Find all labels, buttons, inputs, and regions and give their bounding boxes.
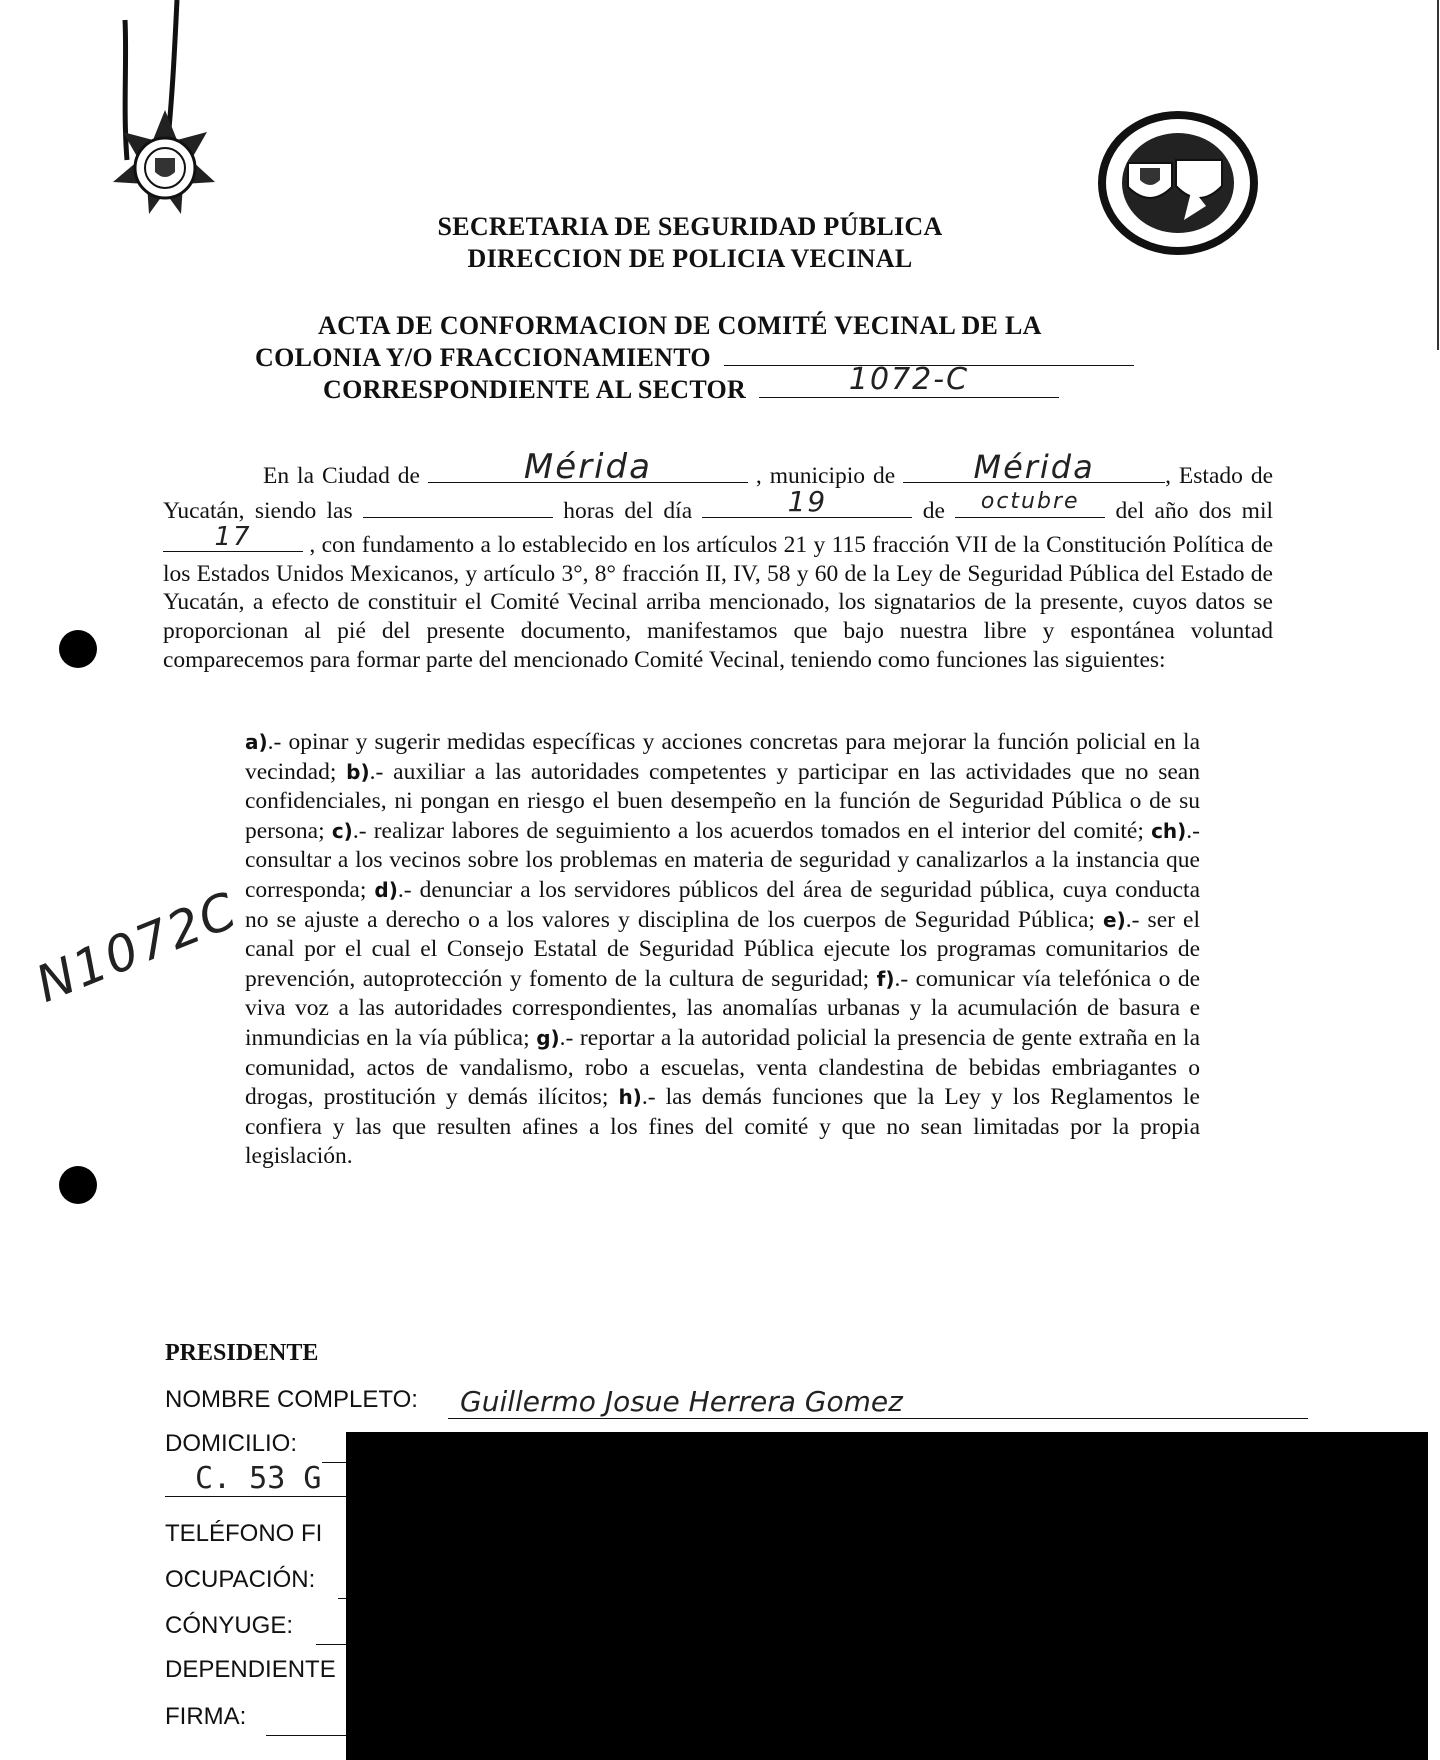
function-ch-label: ch) <box>1151 818 1187 843</box>
colonia-label: COLONIA Y/O FRACCIONAMIENTO <box>255 343 711 372</box>
intro-t5: horas del día <box>563 497 693 524</box>
function-e-text: .- ser el canal por el cual el Consejo Estatal de Seguridad Pública ejecute los programas comunitarios de prevención, autoprotección y fomento de la cultura de seguridad; <box>245 906 1200 992</box>
function-c-label: c) <box>331 818 353 843</box>
sector-label: CORRESPONDIENTE AL SECTOR <box>323 375 747 404</box>
occupation-label: OCUPACIÓN: <box>165 1566 316 1593</box>
function-b-text: .- auxiliar a las autoridades competentes y participar en las actividades que no sean confidenciales, ni pongan en riesgo el buen desempeño en la función de Seguridad Pública o de su persona; <box>245 758 1200 844</box>
mes-value: octubre <box>980 489 1080 514</box>
document-title-line1: ACTA DE CONFORMACION DE COMITÉ VECINAL DE LA <box>318 311 1042 340</box>
function-g-text: .- reportar a la autoridad policial la presencia de gente extraña en la comunidad, actos de vandalismo, robo a escuelas, venta clandestina de bebidas embriagantes o drogas, prostitución y demás ilícitos; <box>245 1024 1201 1111</box>
signature-label: FIRMA: <box>165 1703 247 1730</box>
sector-value: 1072-C <box>848 362 970 397</box>
function-d-label: d) <box>374 877 398 902</box>
mes-field <box>955 491 1105 518</box>
name-label: NOMBRE COMPLETO: <box>165 1386 418 1413</box>
ciudad-field <box>428 447 748 488</box>
function-f-label: f) <box>876 966 895 991</box>
address-label: DOMICILIO: <box>165 1430 298 1457</box>
intro-t4: Estado de Yucatán, siendo las <box>163 463 1274 524</box>
municipio-value: Mérida <box>973 448 1095 487</box>
phone-label: TELÉFONO FI <box>165 1520 323 1547</box>
function-ch-text: .- consultar a los vecinos sobre los problemas en materia de seguridad y canalizarlos a la instancia que corresponda; <box>245 817 1200 903</box>
name-field <box>448 1385 1308 1419</box>
anio-field <box>163 521 303 552</box>
function-b-label: b) <box>346 759 370 784</box>
intro-t2: , municipio de <box>755 463 896 489</box>
function-a-text: .- opinar y sugerir medidas específicas y acciones concretas para mejorar la función policial en la vecindad; <box>245 729 1200 785</box>
anio-value: 17 <box>214 521 252 552</box>
punch-hole-bottom <box>59 1166 97 1204</box>
dependents-label: DEPENDIENTE <box>165 1656 336 1683</box>
agency-name: SECRETARIA DE SEGURIDAD PÚBLICA <box>437 212 943 241</box>
page-edge <box>1437 0 1439 350</box>
spouse-label: CÓNYUGE: <box>165 1612 294 1639</box>
dia-field <box>702 485 912 518</box>
function-e-label: e) <box>1103 907 1126 932</box>
intro-t7: del año dos mil <box>1115 497 1274 524</box>
horas-field <box>363 491 553 518</box>
municipio-field <box>903 448 1165 487</box>
function-f-text: .- comunicar vía telefónica o de viva voz a las autoridades correspondientes, las anomalías urbanas y la acumulación de basura e inmundicias en la vía pública; <box>245 965 1200 1051</box>
document-title-line3 <box>323 362 1059 405</box>
role-heading: PRESIDENTE <box>165 1340 319 1366</box>
function-c-text: .- realizar labores de seguimiento a los acuerdos tomados en el interior del comité; <box>352 817 1152 844</box>
name-value: Guillermo Josue Herrera Gomez <box>460 1385 903 1418</box>
sector-field <box>759 362 1059 398</box>
functions-list <box>245 728 1200 1172</box>
dia-value: 19 <box>787 485 828 518</box>
function-h-text: .- las demás funciones que la Ley y los Reglamentos le confiera y las que resulten afines a los fines del comité y que no sean limitadas por la propia legislación. <box>245 1084 1200 1170</box>
function-d-text: .- denunciar a los servidores públicos del área de seguridad pública, cuya conducta no se ajuste a derecho o a los valores y disciplina de los cuerpos de Seguridad Pública; <box>245 876 1200 933</box>
intro-t6: de <box>922 497 945 524</box>
redaction-block <box>346 1432 1428 1760</box>
intro-t3: , <box>1165 463 1171 489</box>
punch-hole-top <box>59 630 97 668</box>
intro-paragraph <box>163 447 1274 674</box>
margin-note: N1072C <box>28 880 246 1014</box>
ciudad-value: Mérida <box>523 447 652 488</box>
intro-t8: , con fundamento a lo establecido en los artículos 21 y 115 fracción VII de la Constitución Política de los Estados Unidos Mexicanos, y artículo 3°, 8° fracción II, IV, 58 y 60 de la Ley de Seguridad Pública del Estado de Yucatán, a efecto de constituir el Comité Vecinal arriba mencionado, los signatarios de la presente, cuyos datos se proporcionan al pié del presente documento, manifestamos que bajo nuestra libre y espontánea voluntad comparecemos para formar parte del mencionado Comité Vecinal, teniendo como funciones las siguientes: <box>163 532 1273 673</box>
function-h-label: h) <box>618 1085 642 1110</box>
function-a-label: a) <box>245 730 268 754</box>
function-g-label: g) <box>536 1025 560 1050</box>
intro-t1: En la Ciudad de <box>263 463 420 489</box>
address-line2-value: C. 53 G <box>195 1461 322 1496</box>
agency-department: DIRECCION DE POLICIA VECINAL <box>467 244 913 273</box>
